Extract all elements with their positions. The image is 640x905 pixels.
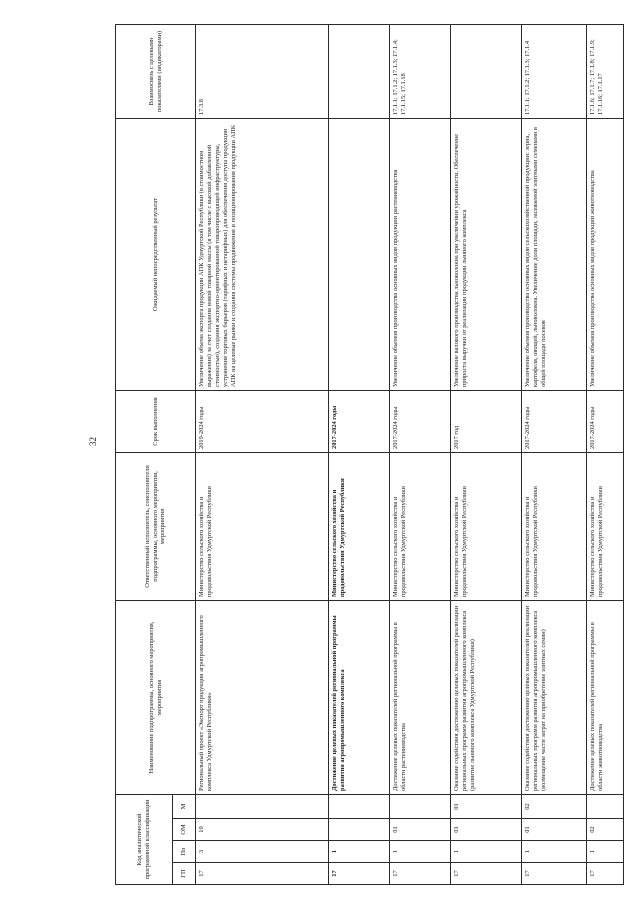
cell-executor: Министерство сельского хозяйства и продовольствия Удмуртской Республики (587, 452, 624, 600)
header-code-gp: ГП (173, 863, 196, 885)
header-code-m: М (173, 794, 196, 818)
cell-executor: Министерство сельского хозяйства и продовольствия Удмуртской Республики (196, 452, 329, 600)
cell-om: 01 (451, 819, 522, 841)
cell-relation: 17.1.6; 17.1.7; 17.1.8; 17.1.9; 17.1.16; 17.1.17 (587, 24, 624, 118)
rotated-table-wrapper (115, 25, 615, 885)
cell-deadline: 2017-2024 годы (522, 390, 587, 452)
table-row (451, 24, 522, 884)
page-number: 32 (88, 437, 98, 446)
cell-pp: 1 (329, 841, 390, 863)
cell-name: Достижение целевых показателей региональной программы в области животноводства (587, 600, 624, 794)
cell-gp: 17 (587, 863, 624, 885)
cell-name: Достижение целевых показателей региональной программы развития агропромышленного комплекса (329, 600, 390, 794)
cell-result (329, 118, 390, 390)
cell-om: 02 (587, 819, 624, 841)
header-code-pp: Пп (173, 841, 196, 863)
cell-name: Достижение целевых показателей региональной программы в области растениеводства (390, 600, 451, 794)
cell-name: Оказание содействия достижению целевых показателей реализации региональных программ развития агропромышленного комплекса (возмещение части затрат на приобретение элитных семян) (522, 600, 587, 794)
cell-om: 01 (522, 819, 587, 841)
cell-name: Региональный проект «Экспорт продукции агропромышленного комплекса Удмуртской Республики» (196, 600, 329, 794)
cell-gp: 17 (329, 863, 390, 885)
cell-executor: Министерство сельского хозяйства и продовольствия Удмуртской Республики (390, 452, 451, 600)
cell-gp: 17 (451, 863, 522, 885)
cell-executor: Министерство сельского хозяйства и продовольствия Удмуртской Республики (522, 452, 587, 600)
cell-m: 02 (522, 794, 587, 818)
cell-pp: 1 (451, 841, 522, 863)
cell-pp: 3 (196, 841, 329, 863)
cell-relation (451, 24, 522, 118)
table-row (587, 24, 624, 884)
cell-deadline: 2017 год (451, 390, 522, 452)
cell-result: Увеличение валового производства льноволокна при увеличении урожайности. Обеспечение прироста выручки от реализации продукции льняного комплекса (451, 118, 522, 390)
cell-gp: 17 (196, 863, 329, 885)
cell-m (196, 794, 329, 818)
cell-result: Увеличение объема экспорта продукции АПК Удмуртской Республики (в стоимостном выражении) за счет создания новой товарной массы (в том числе с высокой добавленной стоимостью), создания экспортно-ориентированной товаропроводящей инфраструктуры, устранения торговых барьеров (тарифных и нетарифных) для обеспечения доступа продукции АПК на целевые рынки и создания системы продвижения и позиционирования продукции АПК (196, 118, 329, 390)
cell-om: 10 (196, 819, 329, 841)
cell-relation: 17.1.1; 17.1.2; 17.1.3; 17.1.4 (522, 24, 587, 118)
cell-deadline: 2017-2024 годы (390, 390, 451, 452)
header-name: Наименование подпрограммы, основного мероприятия, мероприятия (116, 600, 196, 794)
cell-gp: 17 (390, 863, 451, 885)
table-row (329, 24, 390, 884)
table-row (196, 24, 329, 884)
cell-m (390, 794, 451, 818)
header-executor: Ответственный исполнитель, соисполнители подпрограммы, основного мероприятия, мероприятия (116, 452, 196, 600)
cell-m (329, 794, 390, 818)
cell-om (329, 819, 390, 841)
cell-executor: Министерство сельского хозяйства и продовольствия Удмуртской Республики (451, 452, 522, 600)
cell-deadline: 2019-2024 годы (196, 390, 329, 452)
cell-name: Оказание содействия достижению целевых показателей реализации региональных программ развития агропромышленного комплекса (развитие льняного комплекса Удмуртской Республики) (451, 600, 522, 794)
table-row (390, 24, 451, 884)
cell-pp: 1 (390, 841, 451, 863)
cell-deadline: 2017-2024 годы (329, 390, 390, 452)
header-deadline: Срок выполнения (116, 390, 196, 452)
header-row (116, 24, 173, 884)
measures-table (115, 24, 624, 885)
cell-m (587, 794, 624, 818)
cell-executor: Министерство сельского хозяйства и продовольствия Удмуртской Республики (329, 452, 390, 600)
cell-pp: 1 (522, 841, 587, 863)
cell-relation: 17.1.1; 17.1.2; 17.1.3; 17.1.4; 17.1.15; 17.1.18 (390, 24, 451, 118)
cell-om: 01 (390, 819, 451, 841)
header-relation: Взаимосвязь с целевыми показателями (индикаторами) (116, 24, 196, 118)
cell-result: Увеличение объемов производства основных видов сельскохозяйственной продукции: зерна, картофеля, овощей, льноволокна. Увеличение доли площади, засеваемой элитными семенами в общей площади посевов (522, 118, 587, 390)
header-result: Ожидаемый непосредственный результат (116, 118, 196, 390)
cell-result: Увеличение объемов производства основных видов продукции растениеводства (390, 118, 451, 390)
cell-result: Увеличение объемов производства основных видов продукции животноводства (587, 118, 624, 390)
header-code-om: ОМ (173, 819, 196, 841)
cell-deadline: 2017-2024 годы (587, 390, 624, 452)
cell-m: 01 (451, 794, 522, 818)
header-classification: Код аналитической программной классификации (116, 794, 173, 884)
cell-pp: 1 (587, 841, 624, 863)
cell-gp: 17 (522, 863, 587, 885)
cell-relation: 17.3.8 (196, 24, 329, 118)
table-row (522, 24, 587, 884)
cell-relation (329, 24, 390, 118)
